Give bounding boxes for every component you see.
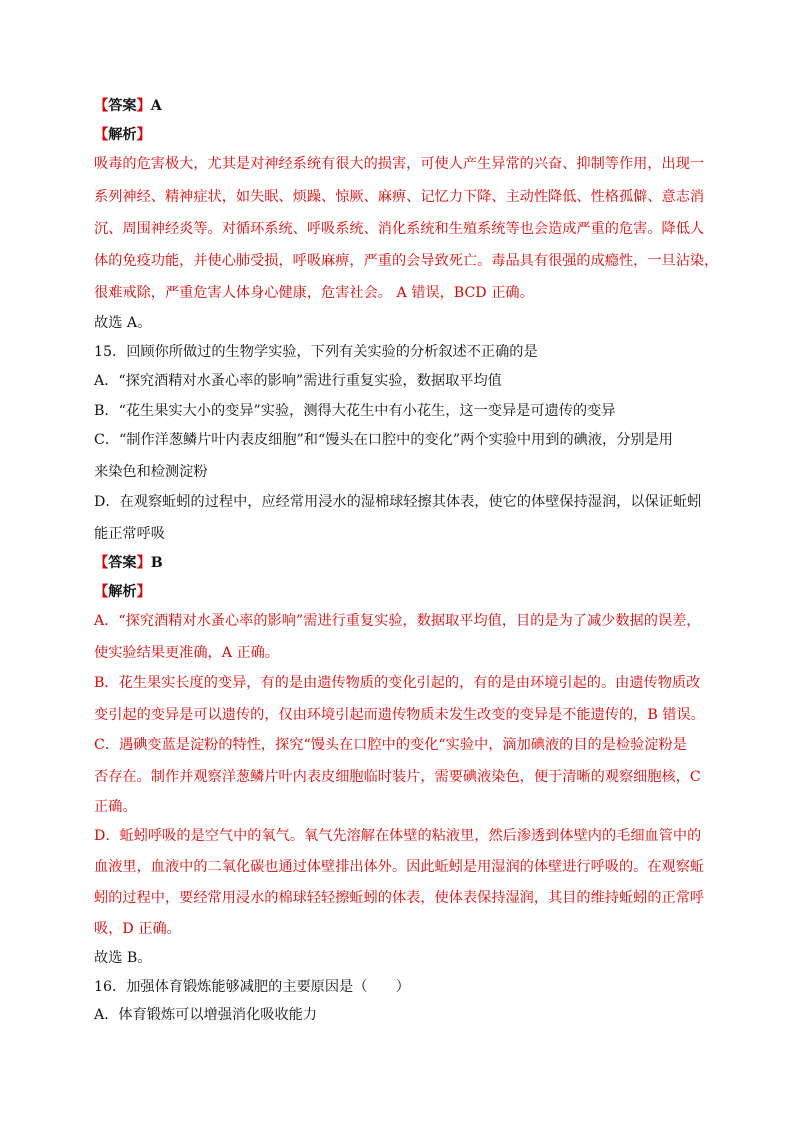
q15-option-b: B．“花生果实大小的变异”实验，测得大花生中有小花生，这一变异是可遗传的变异	[94, 403, 616, 419]
q14-answer-line	[94, 96, 162, 116]
bracket-close: 】	[136, 98, 151, 114]
analysis-label: 解析	[108, 584, 137, 600]
q15-option-d-line: D．在观察蚯蚓的过程中，应经常用浸水的湿棉球轻擦其体表，使它的体壁保持湿润，以保证蚯蚓	[94, 494, 702, 510]
bracket-close: 】	[136, 584, 151, 600]
bracket-open: 【	[94, 98, 109, 114]
q15-option-c-line: C．“制作洋葱鳞片叶内表皮细胞”和“馒头在口腔中的变化”两个实验中用到的碘液，分别是用	[94, 432, 673, 448]
answer-value: A	[150, 98, 162, 114]
analysis-label: 解析	[108, 127, 137, 143]
q15-analysis-line: B．花生果实长度的变异，有的是由遗传物质的变化引起的，有的是由环境引起的。由遗传物质改	[94, 675, 701, 691]
q14-analysis-line: 体的免疫功能，并使心肺受损，呼吸麻痹，严重的会导致死亡。毒品具有很强的成瘾性，一旦沾染，	[94, 253, 719, 269]
q15-analysis-line: 吸，D 正确。	[94, 921, 181, 937]
q15-analysis-line: 正确。	[94, 799, 137, 815]
bracket-open: 【	[94, 584, 109, 600]
q15-stem: 15．回顾你所做过的生物学实验，下列有关实验的分析叙述不正确的是	[94, 344, 538, 360]
bracket-close: 】	[136, 127, 151, 143]
bracket-open: 【	[94, 555, 109, 571]
bracket-open: 【	[94, 127, 109, 143]
answer-label: 答案	[108, 98, 137, 114]
q15-option-d-line: 能正常呼吸	[94, 526, 165, 542]
q15-analysis-line: 使实验结果更准确，A 正确。	[94, 645, 280, 661]
q14-analysis-line: 系列神经、精神症状，如失眠、烦躁、惊厥、麻痹、记忆力下降、主动性降低、性格孤僻、意志消	[94, 189, 705, 205]
q15-analysis-line: C．遇碘变蓝是淀粉的特性，探究“馒头在口腔中的变化“实验中，滴加碘液的目的是检验淀粉是	[94, 737, 687, 753]
q15-analysis-heading	[94, 582, 151, 602]
q15-analysis-line: 血液里，血液中的二氧化碳也通过体壁排出体外。因此蚯蚓是用湿润的体壁进行呼吸的。在观察蚯	[94, 859, 705, 875]
q15-conclusion: 故选 B。	[94, 950, 152, 966]
q16-option-a: A．体育锻炼可以增强消化吸收能力	[94, 1007, 318, 1023]
q14-analysis-line: 吸毒的危害极大，尤其是对神经系统有很大的损害，可使人产生异常的兴奋、抑制等作用，出现一	[94, 156, 705, 172]
q15-analysis-line: A．“探究酒精对水蚤心率的影响”需进行重复实验，数据取平均值，目的是为了减少数据的误差，	[94, 613, 701, 629]
q15-analysis-line: 否存在。制作并观察洋葱鳞片叶内表皮细胞临时装片，需要碘液染色，便于清晰的观察细胞核，C	[94, 769, 701, 785]
q14-analysis-line: 很难戒除，严重危害人体身心健康，危害社会。 A 错误，BCD 正确。	[94, 285, 534, 301]
q15-analysis-line: 蚓的过程中，要经常用浸水的棉球轻轻擦蚯蚓的体表，使体表保持湿润，其目的维持蚯蚓的正常呼	[94, 890, 705, 906]
q15-analysis-line: 变引起的变异是可以遗传的，仅由环境引起而遗传物质未发生改变的变异是不能遗传的，B 错误。	[94, 707, 705, 723]
q15-option-c-line: 来染色和检测淀粉	[94, 464, 208, 480]
q15-analysis-line: D．蚯蚓呼吸的是空气中的氧气。氧气先溶解在体壁的粘液里，然后渗透到体壁内的毛细血管中的	[94, 828, 702, 844]
q14-analysis-line: 沉、周围神经炎等。对循环系统、呼吸系统、消化系统和生殖系统等也会造成严重的危害。降低人	[94, 221, 705, 237]
answer-value: B	[150, 555, 163, 571]
q16-stem: 16．加强体育锻炼能够减肥的主要原因是（ ）	[94, 979, 410, 995]
answer-label: 答案	[108, 555, 137, 571]
q15-option-a: A．“探究酒精对水蚤心率的影响”需进行重复实验，数据取平均值	[94, 373, 502, 389]
q14-conclusion: 故选 A。	[94, 315, 152, 331]
q15-answer-line	[94, 553, 163, 573]
bracket-close: 】	[136, 555, 151, 571]
q14-analysis-heading	[94, 125, 151, 145]
